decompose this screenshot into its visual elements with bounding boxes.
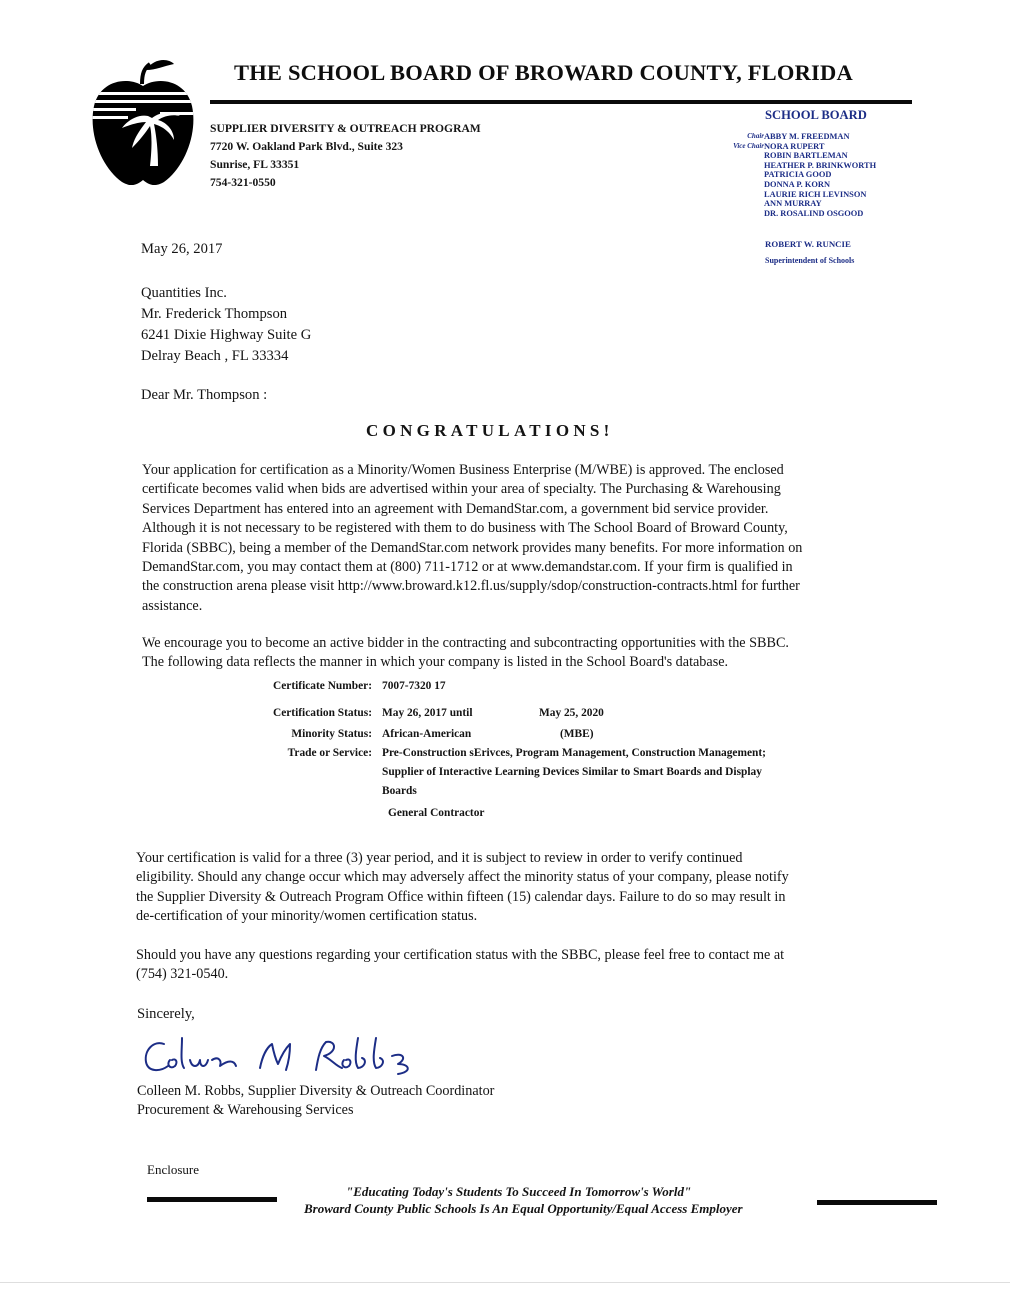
handwritten-signature	[140, 1030, 430, 1080]
board-member: DONNA P. KORN	[764, 179, 830, 189]
approval-paragraph	[142, 461, 898, 616]
salutation: Dear Mr. Thompson :	[141, 387, 268, 403]
certificate-number-value: 7007-7320 17	[382, 680, 446, 692]
paragraph-line: DemandStar.com, you may contact them at (800) 711-1712 or at www.demandstar.com. If your firm is qualified in	[142, 559, 793, 576]
validity-paragraph	[136, 849, 883, 927]
congratulations-headline: CONGRATULATIONS!	[366, 421, 614, 440]
recipient-company: Quantities Inc.	[141, 285, 227, 301]
recipient-city: Delray Beach , FL 33334	[141, 348, 289, 364]
paragraph-line: Should you have any questions regarding your certification status with the SBBC, please feel free to contact me at	[136, 947, 785, 963]
board-title: THE SCHOOL BOARD OF BROWARD COUNTY, FLORIDA	[234, 60, 853, 85]
enclosure-note: Enclosure	[147, 1162, 199, 1177]
paragraph-line: eligibility. Should any change occur which may adversely affect the minority status of your company, please notify	[136, 869, 789, 886]
footer-rule-left	[147, 1197, 277, 1202]
board-member: ANN MURRAY	[764, 199, 822, 209]
program-address-line2: Sunrise, FL 33351	[210, 158, 300, 171]
paragraph-line: We encourage you to become an active bidder in the contracting and subcontracting opportunities with the SBBC.	[142, 635, 789, 651]
page-bottom-edge	[0, 1282, 1010, 1283]
letter-date: May 26, 2017	[141, 241, 223, 257]
board-member: PATRICIA GOOD	[764, 170, 832, 180]
board-member: DR. ROSALIND OSGOOD	[764, 208, 864, 218]
header-rule	[210, 100, 912, 104]
trade-service-extra: General Contractor	[388, 807, 485, 819]
trade-service-line: Boards	[382, 785, 417, 797]
certificate-number-label: Certificate Number:	[273, 680, 372, 692]
trade-service-line: Pre-Construction sErivces, Program Management, Construction Management;	[382, 747, 766, 759]
trade-service-line: Supplier of Interactive Learning Devices Similar to Smart Boards and Display	[382, 766, 762, 778]
minority-status-code: (MBE)	[560, 728, 594, 740]
program-name: SUPPLIER DIVERSITY & OUTREACH PROGRAM	[210, 122, 481, 135]
footer-rule-right	[817, 1200, 937, 1205]
recipient-address	[141, 283, 311, 367]
superintendent-name: ROBERT W. RUNCIE	[765, 239, 851, 249]
certification-status-label: Certification Status:	[272, 707, 372, 719]
certification-status-to: May 25, 2020	[539, 707, 604, 719]
board-member: ROBIN BARTLEMAN	[764, 151, 848, 161]
paragraph-line: Florida (SBBC), being a member of the DemandStar.com network provides many benefits. For more information on	[142, 539, 803, 556]
signer-name-title: Colleen M. Robbs, Supplier Diversity & Outreach Coordinator	[137, 1083, 495, 1099]
paragraph-line: assistance.	[142, 597, 203, 614]
board-member: Chair ABBY M. FREEDMAN	[747, 132, 850, 141]
paragraph-line: Your certification is valid for a three (3) year period, and it is subject to review in order to verify continued	[136, 850, 743, 866]
certification-status-from: May 26, 2017 until	[382, 707, 473, 719]
trade-service-label: Trade or Service:	[287, 747, 372, 759]
program-address-line1: 7720 W. Oakland Park Blvd., Suite 323	[210, 140, 403, 153]
paragraph-line: The following data reflects the manner in which your company is listed in the School Board's database.	[142, 654, 729, 671]
school-board-title: SCHOOL BOARD	[765, 108, 867, 122]
superintendent-title: Superintendent of Schools	[765, 256, 855, 265]
footer-motto: "Educating Today's Students To Succeed In Tomorrow's World"	[346, 1184, 692, 1199]
signer-department: Procurement & Warehousing Services	[137, 1102, 354, 1119]
encouragement-paragraph	[142, 634, 898, 673]
recipient-street: 6241 Dixie Highway Suite G	[141, 327, 312, 343]
board-member: Vice Chair NORA RUPERT	[733, 141, 825, 151]
apple-palm-tree-logo	[88, 56, 198, 191]
signer-block	[137, 1082, 494, 1121]
minority-status-label: Minority Status:	[291, 728, 372, 740]
certificate-details	[200, 680, 840, 825]
paragraph-line: certificate becomes valid when bids are advertised within your area of specialty. The Purchasing & Warehousing	[142, 481, 781, 498]
paragraph-line: Although it is not necessary to be registered with them to do business with The School Board of Broward County,	[142, 520, 788, 537]
board-member: LAURIE RICH LEVINSON	[764, 189, 867, 199]
recipient-name: Mr. Frederick Thompson	[141, 306, 288, 322]
paragraph-line: de-certification of your minority/women certification status.	[136, 908, 478, 925]
closing: Sincerely,	[137, 1006, 195, 1022]
contact-paragraph	[136, 946, 883, 985]
footer-eeo-statement: Broward County Public Schools Is An Equal Opportunity/Equal Access Employer	[304, 1201, 743, 1216]
minority-status-value: African-American	[382, 728, 472, 740]
paragraph-line: the construction arena please visit http://www.broward.k12.fl.us/supply/sdop/construction-contracts.html for further	[142, 578, 800, 595]
school-board-members	[706, 132, 876, 218]
board-member: HEATHER P. BRINKWORTH	[764, 160, 877, 170]
program-phone: 754-321-0550	[210, 176, 276, 189]
program-address-block	[210, 120, 481, 192]
paragraph-line: Your application for certification as a Minority/Women Business Enterprise (M/WBE) is approved. The enclosed	[142, 462, 784, 478]
paragraph-line: (754) 321-0540.	[136, 966, 229, 983]
paragraph-line: the Supplier Diversity & Outreach Program Office within fifteen (15) calendar days. Failure to do so may result in	[136, 888, 786, 905]
paragraph-line: Services Department has entered into an agreement with DemandStar.com, a government bid service provider.	[142, 500, 769, 517]
